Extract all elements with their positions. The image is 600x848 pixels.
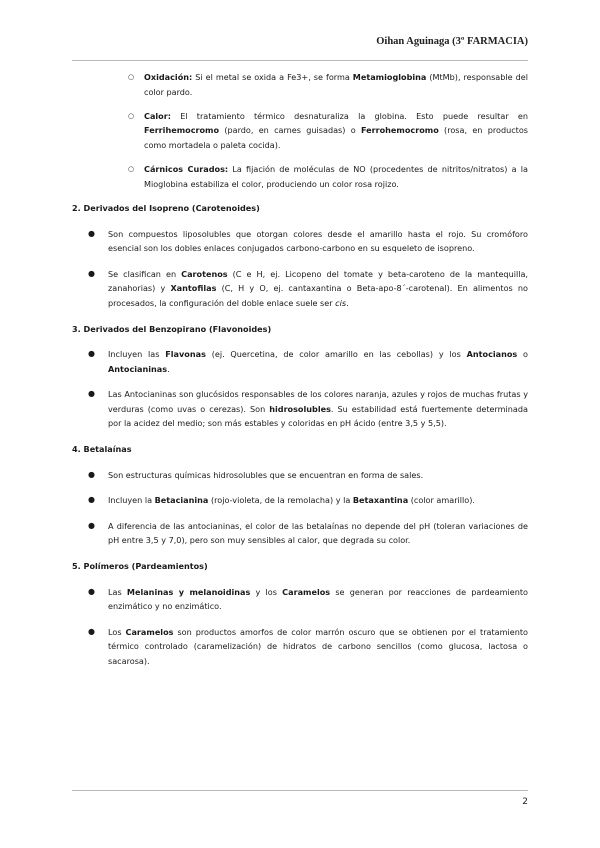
bullet-icon: ● — [88, 469, 95, 479]
hollow-bullet-icon: ○ — [128, 165, 135, 174]
header-rule — [72, 60, 528, 61]
section-heading-betalains: 4. Betalaínas — [72, 444, 132, 455]
list-item: ● Los Caramelos son productos amorfos de color marrón oscuro que se obtienen por el tratamiento térmico controlado (caramelización) de hidratos de carbono sencillos (como glucosa, lactosa o sacarosa). — [88, 626, 529, 666]
list-item: ● Se clasifican en Carotenos (C e H, ej. Licopeno del tomate y beta-caroteno de la mantequilla, zanahorias) y Xantofilas (C, H y O, ej. cantaxantina o Beta-apo-8´-carotenal). En alimentos no procesados, la configuración del doble enlace suele ser cis. — [88, 268, 528, 308]
page-header: Oihan Aguinaga (3º FARMACIA) — [376, 36, 528, 47]
list-item: ● Las Antocianinas son glucósidos responsables de los colores naranja, azules y rojos de muchas frutas y verduras (como uvas o cerezas). Son hidrosolubles. Su estabilidad está fuertemente determinada por la acidez del medio; son más estables y coloridas en pH ácido (entre 3,5 y 5,5). — [88, 389, 528, 429]
hollow-bullet-icon: ○ — [128, 73, 135, 81]
bullet-icon: ● — [88, 349, 95, 359]
list-item: ● Son compuestos liposolubles que otorgan colores desde el amarillo hasta el rojo. Su cromóforo esencial son los dobles enlaces conjugados carbono-carbono en su esqueleto de isopreno. — [88, 228, 528, 254]
bullet-icon: ● — [88, 586, 95, 596]
bullet-icon: ● — [88, 495, 95, 505]
footer-rule — [72, 790, 528, 791]
heat-item: ○ Calor: El tratamiento térmico desnaturaliza la globina. Esto puede resultar en Ferrihemocromo (pardo, en carnes guisadas) o Ferrohemocromo (rosa, en productos como mortadela o paleta cocida). — [128, 110, 528, 150]
bullet-icon: ● — [88, 626, 95, 636]
page-number: 2 — [522, 797, 528, 807]
section-heading-isoprene: 2. Derivados del Isopreno (Carotenoides) — [72, 202, 260, 213]
bullet-icon: ● — [88, 228, 95, 238]
list-item: ● A diferencia de las antocianinas, el color de las betalaínas no depende del pH (toleran variaciones de pH entre 3,5 y 7,0), pero son muy sensibles al calor, que degrada su color. — [88, 520, 528, 546]
section-heading-benzopyran: 3. Derivados del Benzopirano (Flavonoides) — [72, 323, 272, 334]
bullet-icon: ● — [88, 389, 95, 399]
cured-meats-item: ○ Cárnicos Curados: La fijación de moléculas de NO (procedentes de nitritos/nitratos) a la Mioglobina estabiliza el color, produciendo un color rosa rojizo. — [128, 164, 528, 189]
list-item: ● Incluyen las Flavonas (ej. Quercetina, de color amarillo en las cebollas) y los Antocianos o Antocianinas. — [88, 349, 529, 374]
bullet-icon: ● — [88, 268, 95, 278]
hollow-bullet-icon: ○ — [128, 111, 135, 120]
section-heading-polymers: 5. Polímeros (Pardeamientos) — [72, 561, 208, 572]
list-item: ● Las Melaninas y melanoidinas y los Caramelos se generan por reacciones de pardeamiento enzimático y no enzimático. — [88, 586, 528, 612]
bullet-icon: ● — [88, 520, 95, 530]
oxidation-item: ○ Oxidación: Si el metal se oxida a Fe3+, se forma Metamioglobina (MtMb), responsable del color pardo. — [128, 72, 528, 97]
document-body — [72, 70, 528, 680]
list-item: ● Son estructuras químicas hidrosolubles que se encuentran en forma de sales. — [72, 468, 528, 483]
list-item: ● Incluyen la Betacianina (rojo-violeta, de la remolacha) y la Betaxantina (color amarillo). — [72, 493, 528, 508]
